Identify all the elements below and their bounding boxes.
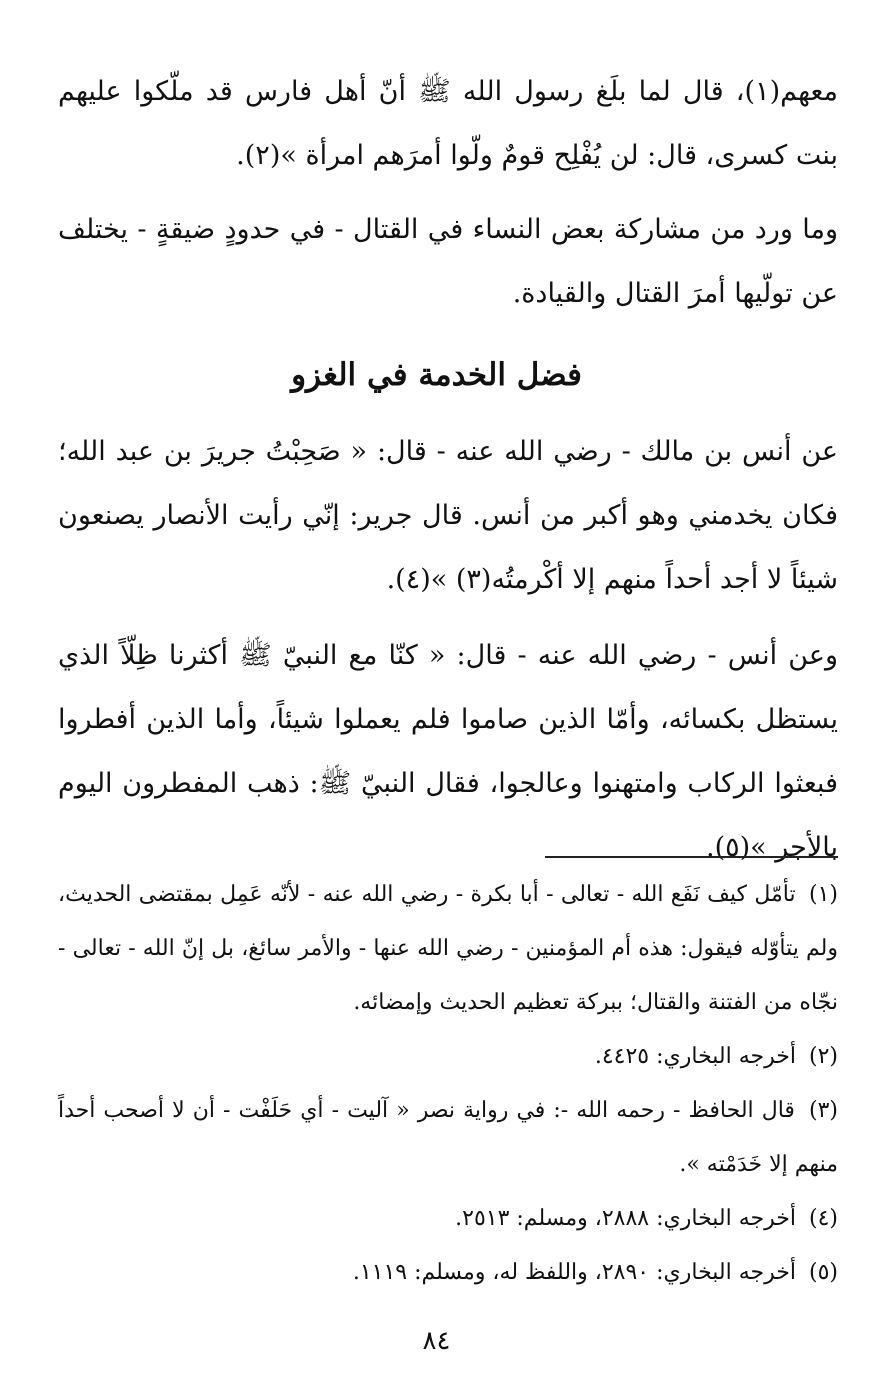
paragraph-anas-jarir: عن أنس بن مالك - رضي الله عنه - قال: « صَحِبْتُ جريرَ بن عبد الله؛ فكان يخدمني وهو أكبر من أنس. قال جرير: إنّي رأيت الأنصار يصنعون شيئاً لا أجد أحداً منهم إلا أكْرمتُه(٣) »(٤). bbox=[58, 436, 839, 595]
footnote-number: (٣) bbox=[808, 1098, 838, 1123]
footnote-text: أخرجه البخاري: ٢٨٩٠، واللفظ له، ومسلم: ١١١٩. bbox=[352, 1260, 796, 1285]
footnote-text: قال الحافظ - رحمه الله -: في رواية نصر « آليت - أي حَلَفْت - أن لا أصحب أحداً منهم إلا خَدَمْته ». bbox=[58, 1098, 838, 1177]
footnote-text: تأمّل كيف نَفَع الله - تعالى - أبا بكرة - رضي الله عنه - لأنّه عَمِل بمقتضى الحديث، ولم يتأوّله فيقول: هذه أم المؤمنين - رضي الله عنها - والأمر سائغ، بل إنّ الله - تعالى - نجّاه من الفتنة والقتال؛ ببركة تعظيم الحديث وإمضائه. bbox=[58, 882, 838, 1015]
paragraph-continuation: معهم(١)، قال لما بلَغ رسول الله ﷺ أنّ أهل فارس قد ملّكوا عليهم بنت كسرى، قال: لن يُفْلِح قومٌ ولّوا أمرَهم امرأة »(٢). bbox=[58, 76, 838, 171]
footnote-text: أخرجه البخاري: ٤٤٢٥. bbox=[594, 1044, 796, 1069]
paragraph-women-in-battle: وما ورد من مشاركة بعض النساء في القتال - في حدودٍ ضيقةٍ - يختلف عن تولّيها أمرَ القتال والقيادة. bbox=[58, 214, 838, 309]
footnotes-list bbox=[58, 868, 838, 1300]
footnote-item bbox=[58, 1246, 838, 1300]
footnote-number: (١) bbox=[808, 882, 838, 907]
footnote-number: (٥) bbox=[808, 1260, 838, 1285]
footnote-separator bbox=[545, 856, 838, 858]
footnote-item bbox=[58, 1192, 838, 1246]
footnote-number: (٤) bbox=[808, 1206, 838, 1231]
footnote-number: (٢) bbox=[808, 1044, 838, 1069]
section-heading: فضل الخدمة في الغزو bbox=[291, 357, 582, 393]
footnote-text: أخرجه البخاري: ٢٨٨٨، ومسلم: ٢٥١٣. bbox=[455, 1206, 796, 1231]
footnote-item bbox=[58, 1030, 838, 1084]
footnote-item bbox=[58, 868, 838, 1030]
paragraph-anas-fasting: وعن أنس - رضي الله عنه - قال: « كنّا مع النبيّ ﷺ أكثرنا ظِلّاً الذي يستظل بكسائه، وأمّا الذين صاموا فلم يعملوا شيئاً، وأما الذين أفطروا فبعثوا الركاب وامتهنوا وعالجوا، فقال النبيّ ﷺ: ذهب المفطرون اليوم بالأجر »(٥). bbox=[58, 640, 838, 863]
footnote-item bbox=[58, 1084, 838, 1192]
page-number: ٨٤ bbox=[422, 1326, 451, 1356]
